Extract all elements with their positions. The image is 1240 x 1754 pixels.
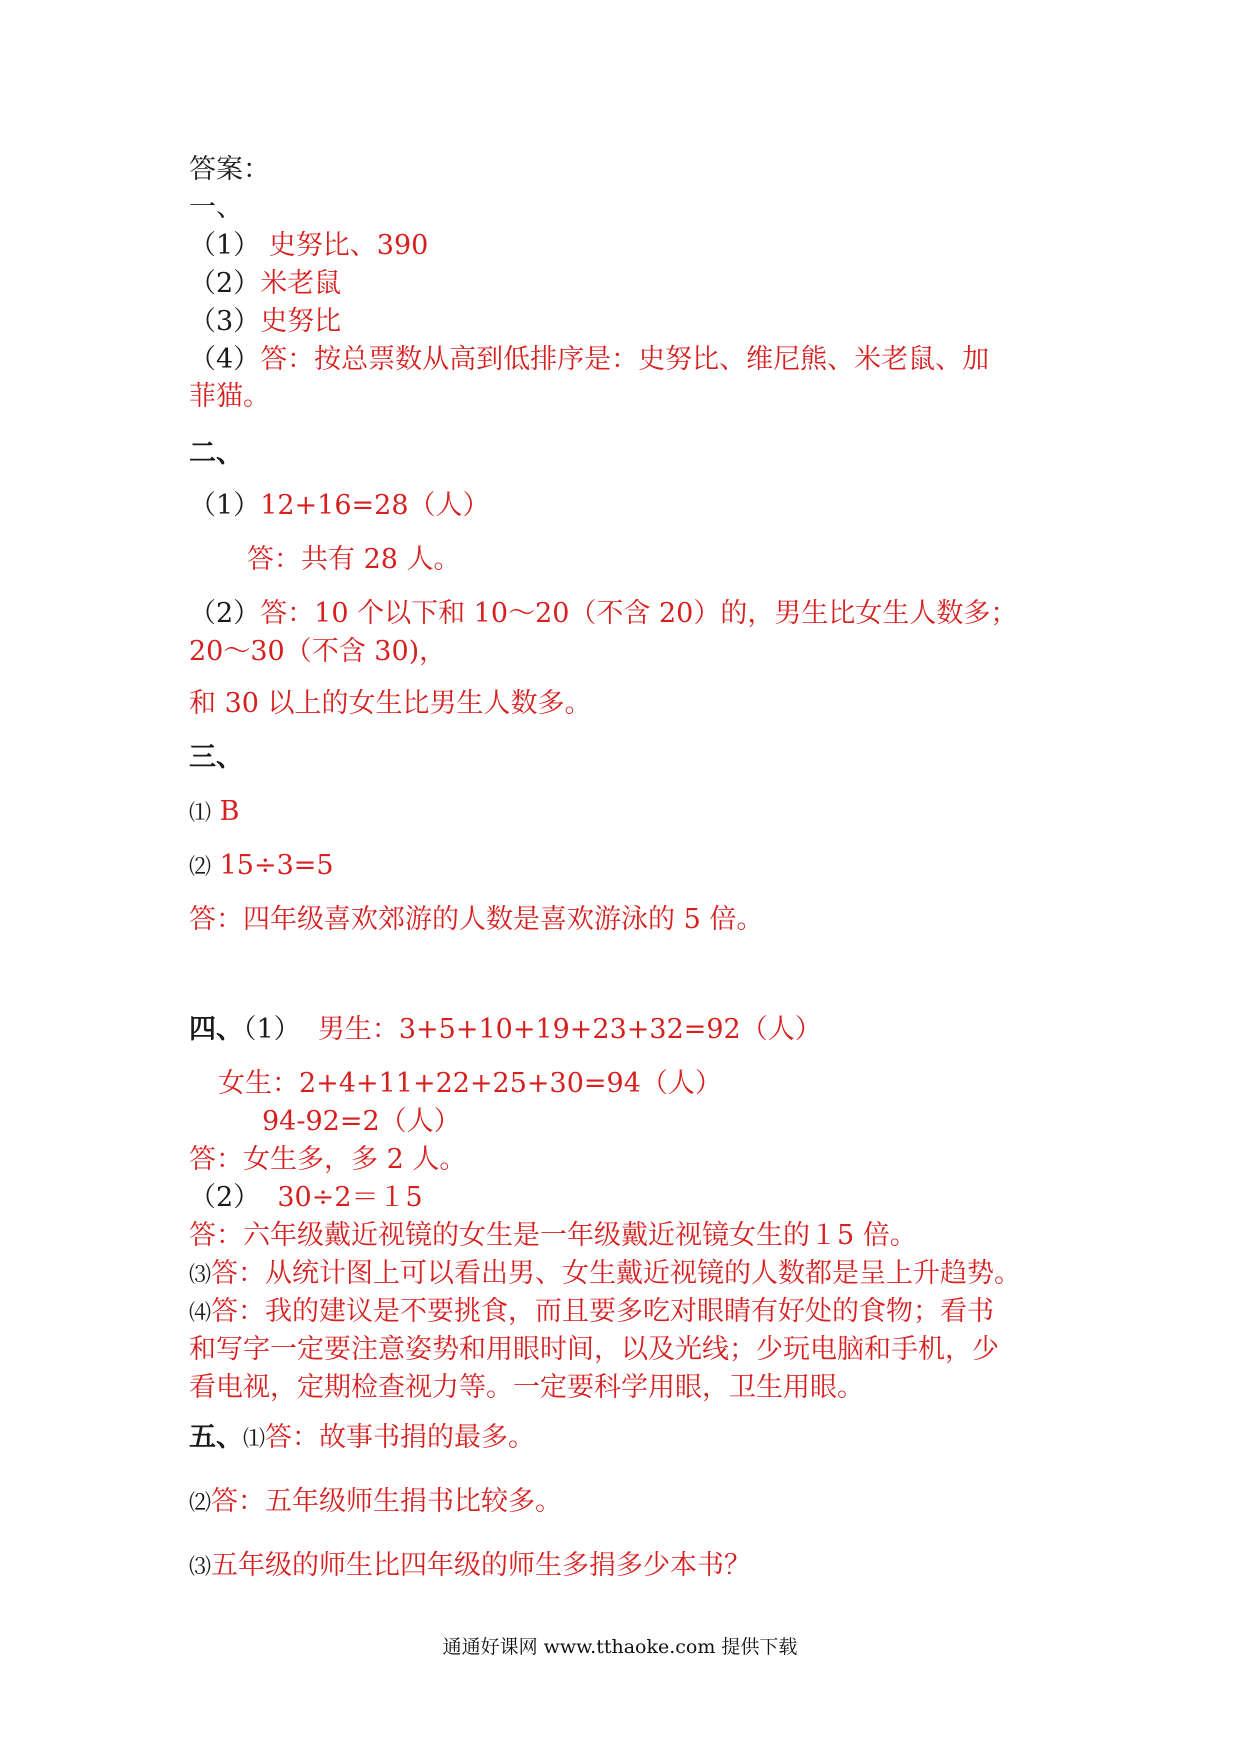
s3-q2 — [189, 848, 334, 886]
s1-q2-answer: 米老鼠 — [260, 268, 342, 299]
s5-q3 — [189, 1548, 751, 1586]
section-3-heading: 三、 — [189, 742, 243, 773]
s4-q4-num: ⑷ — [189, 1301, 212, 1326]
s5-q3-num: ⑶ — [189, 1555, 212, 1580]
s4-q4-answer-line2: 和写字一定要注意姿势和用眼时间，以及光线；少玩电脑和手机，少 — [189, 1334, 999, 1365]
section-2-heading: 二、 — [189, 438, 243, 469]
s1-q1-answer: 史努比、390 — [260, 230, 429, 261]
s2-q1-num: （1） — [189, 490, 261, 521]
s2-q1-answer: 答：共有 28 人。 — [247, 544, 461, 575]
s4-q1-diff: 94-92=2（人） — [262, 1106, 461, 1137]
s2-q2-num: （2） — [189, 598, 261, 629]
s5-q2 — [189, 1484, 562, 1522]
footer-source: 通通好课网 www.tthaoke.com 提供下载 — [442, 1636, 798, 1658]
s5-q3-question: 五年级的师生比四年级的师生多捐多少本书？ — [211, 1550, 752, 1581]
s1-q3-num: （3） — [189, 306, 261, 337]
s2-q2-answer-line1: 答：10 个以下和 10～20（不含 20）的，男生比女生人数多； — [260, 598, 1018, 629]
s1-q3-answer: 史努比 — [260, 306, 342, 337]
s4-q4-answer-line1: 答：我的建议是不要挑食，而且要多吃对眼睛有好处的食物；看书 — [211, 1296, 995, 1327]
s3-q1-num: ⑴ — [189, 801, 212, 826]
s1-q2 — [189, 266, 341, 302]
s1-q4-num: （4） — [189, 344, 261, 375]
s1-q4 — [189, 342, 989, 378]
s4-q3-answer: 答：从统计图上可以看出男、女生戴近视镜的人数都是呈上升趋势。 — [211, 1258, 1022, 1289]
s4-q1-num: （1） — [243, 1014, 301, 1045]
s4-q1-boys: 男生：3+5+10+19+23+32=92（人） — [317, 1014, 822, 1045]
s5-q1-answer: 答：故事书捐的最多。 — [265, 1422, 536, 1453]
s5-q1-num: ⑴ — [243, 1427, 266, 1452]
s2-q2-answer-line2: 20～30（不含 30)， — [189, 636, 447, 667]
section-1-heading: 一、 — [189, 192, 243, 223]
s5-q1 — [189, 1420, 535, 1458]
s4-q2 — [189, 1180, 423, 1216]
s4-q2-answer: 答：六年级戴近视镜的女生是一年级戴近视镜女生的１5 倍。 — [189, 1220, 917, 1251]
answers-title: 答案： — [189, 154, 270, 185]
section-5-heading: 五、 — [189, 1422, 243, 1453]
s1-q3 — [189, 304, 341, 340]
s4-q2-calc: 30÷2＝１5 — [277, 1182, 423, 1213]
s5-q2-answer: 答：五年级师生捐书比较多。 — [211, 1486, 563, 1517]
s3-q1-answer: B — [219, 796, 240, 827]
s3-q2-answer: 答：四年级喜欢郊游的人数是喜欢游泳的 5 倍。 — [189, 904, 764, 935]
s5-q2-num: ⑵ — [189, 1491, 212, 1516]
s3-q1 — [189, 794, 239, 832]
s4-q1 — [189, 1012, 822, 1048]
s4-q1-answer: 答：女生多，多 2 人。 — [189, 1144, 467, 1175]
s3-q2-num: ⑵ — [189, 855, 212, 880]
s1-q1-num: （1） — [189, 230, 261, 261]
s1-q4-answer-line2: 菲猫。 — [189, 381, 270, 412]
s1-q2-num: （2） — [189, 268, 261, 299]
s4-q4-answer-line3: 看电视，定期检查视力等。一定要科学用眼，卫生用眼。 — [189, 1372, 864, 1403]
s1-q1 — [189, 228, 428, 264]
s4-q3 — [189, 1256, 1021, 1294]
s4-q1-girls: 女生：2+4+11+22+25+30=94（人） — [218, 1068, 722, 1099]
s2-q2 — [189, 596, 1017, 632]
s4-q3-num: ⑶ — [189, 1263, 212, 1288]
s2-q1 — [189, 488, 490, 524]
s2-q1-calc: 12+16=28（人） — [260, 490, 490, 521]
s3-q2-calc: 15÷3=5 — [219, 850, 334, 881]
s4-q2-num: （2） — [189, 1182, 261, 1213]
s1-q4-answer-line1: 答：按总票数从高到低排序是：史努比、维尼熊、米老鼠、加 — [260, 344, 990, 375]
section-4-heading: 四、 — [189, 1014, 243, 1045]
s2-q2-answer-line3: 和 30 以上的女生比男生人数多。 — [189, 688, 592, 719]
s4-q4 — [189, 1294, 994, 1332]
